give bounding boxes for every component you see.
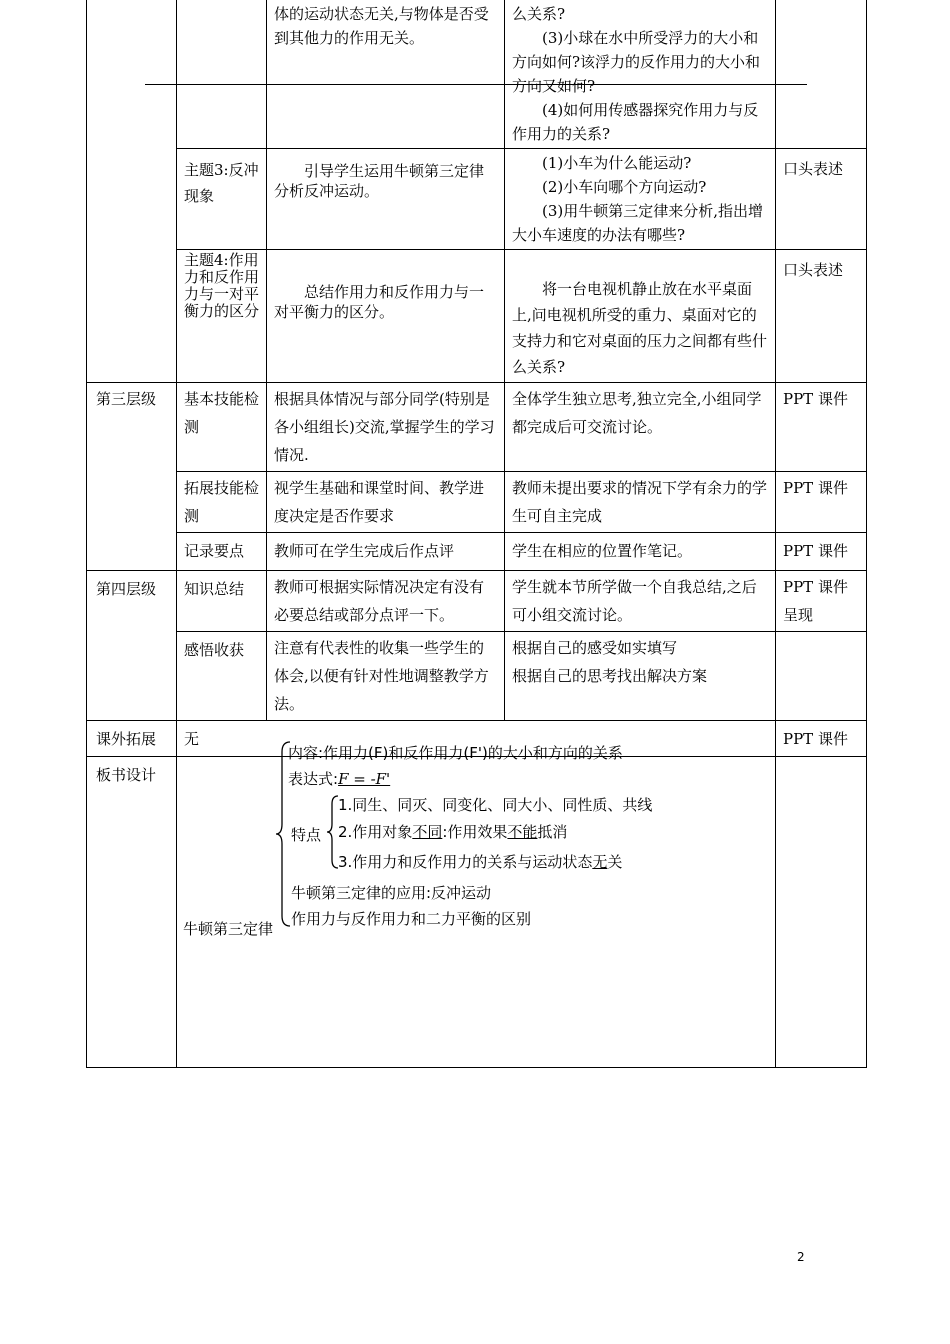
topic-label: 感悟收获 [184,641,245,659]
feature-2-emphasis: 不能 [507,823,538,841]
student-activity-cell [505,0,776,149]
topic-cell [177,571,267,632]
table-row [87,571,867,632]
topic-label: 拓展技能检测 [184,479,260,525]
method-cell [776,632,867,721]
method-label: 口头表述 [783,261,844,279]
method-label: PPT 课件 [783,730,848,748]
teacher-activity-text: 教师可根据实际情况决定有没有必要总结或部分点评一下。 [274,578,485,624]
student-activity-cell [505,571,776,632]
student-activity-cell [505,149,776,250]
feature-2-part: 2.作用对象 [338,823,413,841]
teacher-activity-text: 根据具体情况与部分同学(特别是各小组组长)交流,掌握学生的学习情况. [274,390,495,464]
table-row [87,632,867,721]
feature-3 [338,851,622,872]
student-activity-line: 根据自己的感受如实填写 [512,639,678,657]
student-activity-line: (4)如何用传感器探究作用力与反作用力的关系? [512,101,759,143]
student-activity-line: 么关系? [512,5,566,23]
student-activity-cell [505,472,776,533]
level-label: 第四层级 [96,580,157,598]
page-number: 2 [797,1250,805,1264]
teacher-activity-cell [267,0,505,149]
teacher-activity-text: 引导学生运用牛顿第三定律分析反冲运动。 [274,162,485,200]
topic-cell [177,149,267,250]
method-label: 口头表述 [783,160,844,178]
topic-label: 主题3:反冲现象 [184,161,259,205]
level-cell [87,383,177,571]
table-row [87,0,867,149]
board-difference: 作用力与反作用力和二力平衡的区别 [291,910,532,928]
table-row [87,472,867,533]
level-cell [87,757,177,1068]
board-expression [288,768,390,789]
student-activity-line: (3)小球在水中所受浮力的大小和方向如何?该浮力的反作用力的大小和方向又如何? [512,29,761,95]
feature-2 [338,821,567,842]
teacher-activity-cell [267,149,505,250]
board-root: 牛顿第三定律 [183,920,274,938]
topic-cell [177,533,267,571]
topic-cell [177,383,267,472]
expression-prefix: 表达式: [288,770,339,788]
topic-label: 基本技能检测 [184,390,260,436]
teacher-activity-cell [267,632,505,721]
feature-2-emphasis: 不同 [412,823,443,841]
method-label: PPT 课件 [783,479,848,497]
teacher-activity-text: 注意有代表性的收集一些学生的体会,以便有针对性地调整教学方法。 [274,639,489,713]
method-label: PPT 课件呈现 [783,578,848,624]
method-label: PPT 课件 [783,542,848,560]
table-row [87,250,867,383]
feature-2-part: 抵消 [537,823,568,841]
board-content: 内容:作用力(F)和反作用力(F')的大小和方向的关系 [288,744,623,762]
extension-content: 无 [184,730,200,748]
level-cell [87,721,177,757]
board-design [175,738,773,1048]
student-activity-line: 根据自己的思考找出解决方案 [512,667,708,685]
topic-label: 主题4:作用力和反作用力与一对平衡力的区分 [184,251,260,320]
method-cell [776,571,867,632]
method-cell [776,757,867,1068]
teacher-activity-cell [267,533,505,571]
teacher-activity-text: 教师可在学生完成后作点评 [274,542,455,560]
topic-cell [177,250,267,383]
method-cell [776,472,867,533]
table-row [87,533,867,571]
topic-label: 知识总结 [184,580,245,598]
student-activity-cell [505,533,776,571]
student-activity-text: 教师未提出要求的情况下学有余力的学生可自主完成 [512,479,768,525]
method-cell [776,721,867,757]
table-row [87,149,867,250]
feature-2-part: :作用效果 [442,823,508,841]
topic-label: 记录要点 [184,542,245,560]
student-activity-text: 全体学生独立思考,独立完全,小组同学都完成后可交流讨论。 [512,390,762,436]
feature-3-emphasis: 无 [592,853,608,871]
teacher-activity-cell [267,472,505,533]
student-activity-text: 学生在相应的位置作笔记。 [512,542,693,560]
level-cell [87,0,177,383]
board-application: 牛顿第三定律的应用:反冲运动 [291,884,492,902]
level-label: 板书设计 [96,766,157,784]
topic-cell [177,472,267,533]
strike-line [145,84,807,85]
teacher-activity-cell [267,250,505,383]
feature-3-part: 3.作用力和反作用力的关系与运动状态 [338,853,593,871]
teacher-activity-cell [267,571,505,632]
teacher-activity-text: 视学生基础和课堂时间、教学进度决定是否作要求 [274,479,485,525]
student-activity-cell [505,383,776,472]
method-label: PPT 课件 [783,390,848,408]
student-activity-cell [505,250,776,383]
method-cell [776,149,867,250]
method-cell [776,250,867,383]
method-cell [776,533,867,571]
expression-formula: F = -F' [338,770,391,788]
student-activity-line: 将一台电视机静止放在水平桌面上,问电视机所受的重力、桌面对它的支持力和它对桌面的压力之间都有些什么关系? [512,280,768,376]
topic-cell [177,0,267,149]
method-cell [776,383,867,472]
student-activity-cell [505,632,776,721]
student-activity-line: (2)小车向哪个方向运动? [542,178,707,196]
topic-cell [177,632,267,721]
level-label: 第三层级 [96,390,157,408]
table-row [87,383,867,472]
student-activity-line: (3)用牛顿第三定律来分析,指出增大小车速度的办法有哪些? [512,202,764,244]
teacher-activity-cell [267,383,505,472]
method-cell [776,0,867,149]
level-cell [87,571,177,721]
student-activity-text: 学生就本节所学做一个自我总结,之后可小组交流讨论。 [512,578,757,624]
features-label: 特点 [291,826,322,844]
teacher-activity-text: 总结作用力和反作用力与一对平衡力的区分。 [274,283,485,321]
level-label: 课外拓展 [96,730,157,748]
feature-3-part: 关 [607,853,623,871]
student-activity-line: (1)小车为什么能运动? [542,154,692,172]
teacher-activity-text: 体的运动状态无关,与物体是否受到其他力的作用无关。 [274,5,489,47]
feature-1: 1.同生、同灭、同变化、同大小、同性质、共线 [338,796,653,814]
